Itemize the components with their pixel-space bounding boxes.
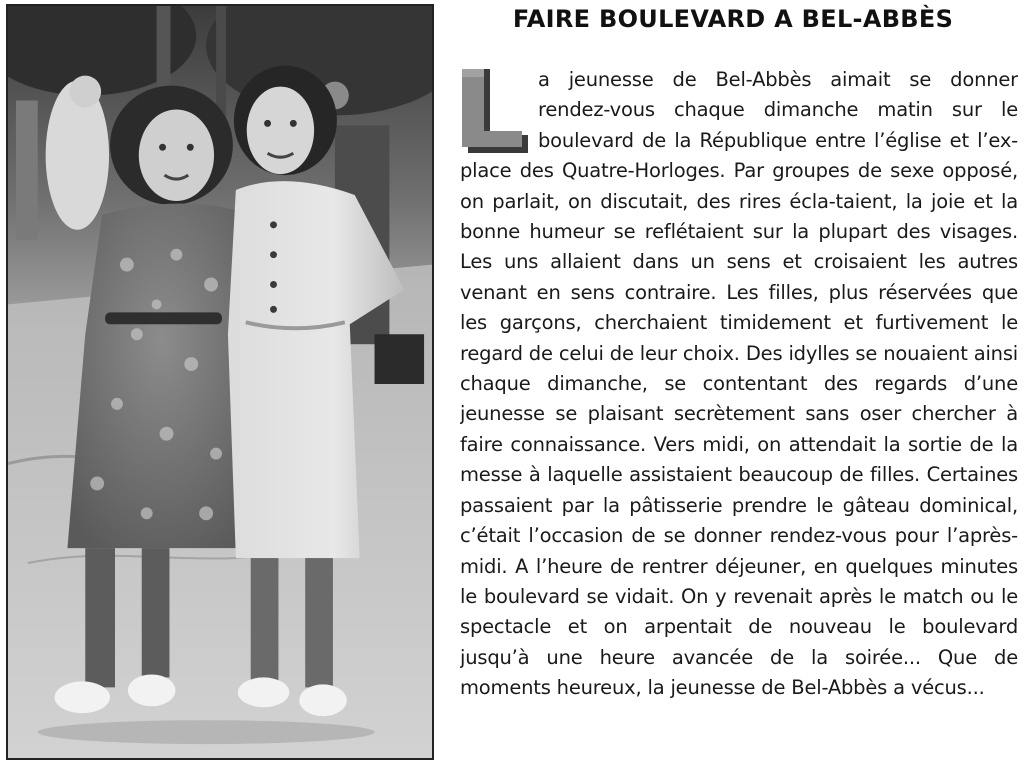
article-body <box>460 65 1018 765</box>
drop-cap <box>460 69 530 153</box>
drop-cap-text <box>460 69 530 153</box>
article-title: FAIRE BOULEVARD A BEL-ABBÈS <box>512 5 954 33</box>
photo-illustration <box>8 6 432 758</box>
article-text: a jeunesse de Bel-Abbès aimait se donner rendez-vous chaque dimanche matin sur le boulevard de la République entre l’église et l’ex-place des Quatre-Horloges. Par groupes de sexe opposé, on parlait, on discutait, des rires écla-taient, la joie et la bonne humeur se reflétaient sur la plupart des visages. Les uns allaient dans un sens et croisaient les autres venant en sens contraire. Les filles, plus réservées que les garçons, cherchaient timidement et furtivement le regard de celui de leur choix. Des idylles se nouaient ainsi chaque dimanche, se contentant des regards d’une jeunesse se plaisant secrètement sans oser chercher à faire connaissance. Vers midi, on attendait la sortie de la messe à laquelle assistaient beaucoup de filles. Certaines passaient par la pâtisserie prendre le gâteau dominical, c’était l’occasion de se donner rendez-vous pour l’après-midi. A l’heure de rentrer déjeuner, en quelques minutes le boulevard se vidait. On y revenait après le match ou le spectacle et on arpentait de nouveau le boulevard jusqu’à une heure avancée de la soirée... Que de moments heureux, la jeunesse de Bel-Abbès a vécus... <box>460 68 1018 700</box>
vintage-photo <box>6 4 434 760</box>
